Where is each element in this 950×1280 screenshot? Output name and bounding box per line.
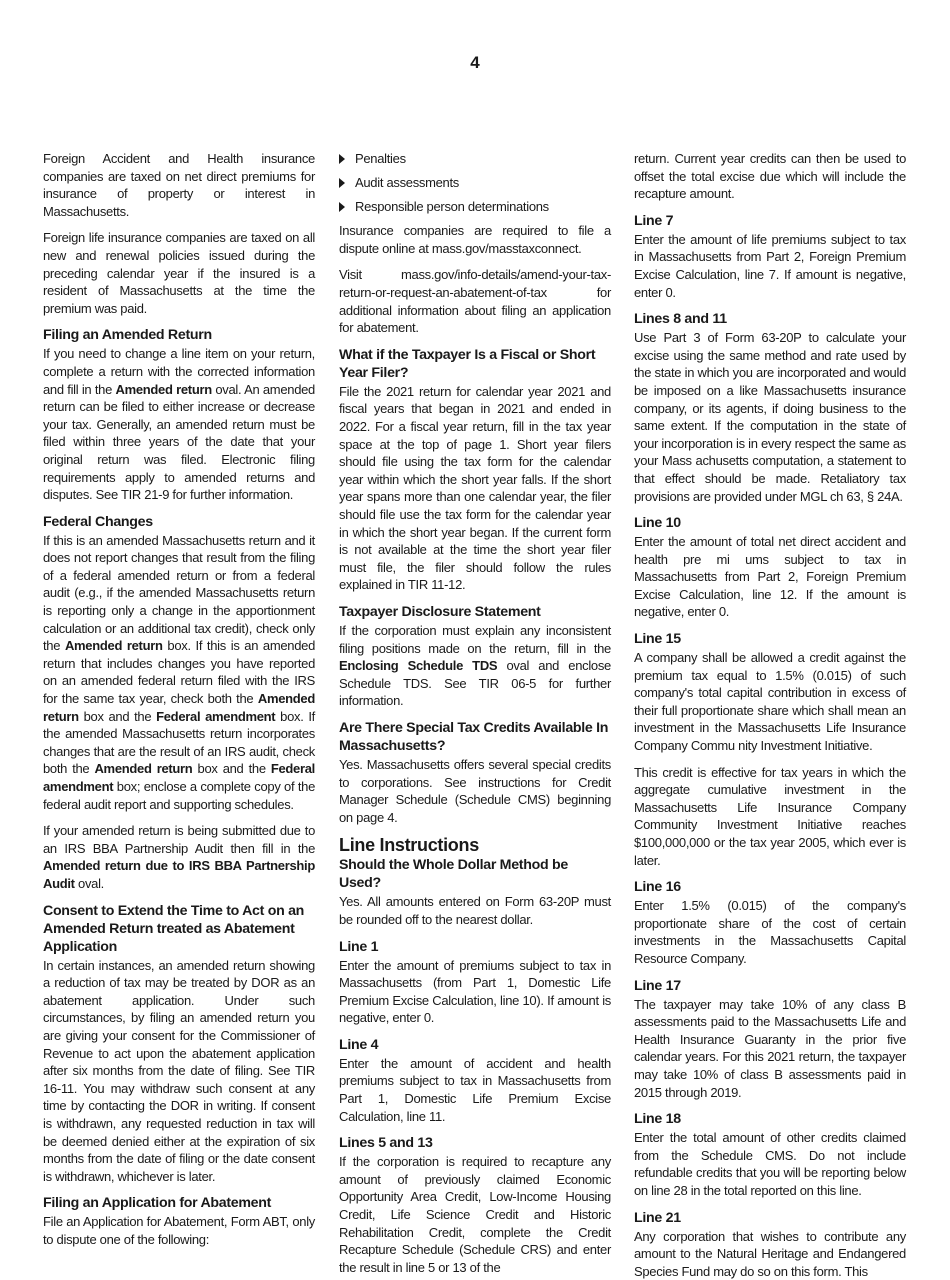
paragraph-disclosure: If the corporation must explain any inconsistent filing positions made on the return, fill in the Enclosing Schedule TDS oval and enclose Schedule TDS. See TIR 06-5 for further information.: [339, 622, 611, 710]
paragraph-special-credits: Yes. Massachusetts offers several special credits to corporations. See instructions for Credit Manager Schedule (Schedule CMS) beginning on page 4.: [339, 756, 611, 826]
heading-abatement: Filing an Application for Abatement: [43, 1194, 315, 1212]
heading-line-16: Line 16: [634, 878, 906, 896]
paragraph-lines-8-11: Use Part 3 of Form 63-20P to calculate your excise using the same method and rate used by the state in which you are incorporated and would be imposed on a like Massachusetts insurance company, or its agents, if doing business to the same extent. If the computation in the state of your incorporation is in every respect the same as your Mass achusetts computation, a statement to that effect should be made. Retaliatory tax provisions are provided under MGL ch 63, § 24A.: [634, 329, 906, 505]
heading-whole-dollar: Should the Whole Dollar Method be Used?: [339, 856, 611, 892]
paragraph-accident-health: Foreign Accident and Health insurance companies are taxed on net direct premiums for insurance of property or interest in Massachusetts.: [43, 150, 315, 220]
paragraph-recapture-continued: return. Current year credits can then be used to offset the total excise due which will include the recapture amount.: [634, 150, 906, 203]
heading-line-instructions: Line Instructions: [339, 835, 611, 856]
list-item: Penalties: [339, 150, 611, 168]
paragraph-line-7: Enter the amount of life premiums subject to tax in Massachusetts from Part 2, Foreign Premium Excise Calculation, line 7. If amount is negative, enter 0.: [634, 231, 906, 301]
page-number: 4: [0, 53, 950, 73]
paragraph-consent-extend: In certain instances, an amended return showing a reduction of tax may be treated by DOR as an abatement application. Under such circumstances, by filing an amended return you are giving your consent for the Commissioner of Revenue to act upon the abatement application after six months from the date of filing. See TIR 16-11. You may withdraw such consent at any time by contacting the DOR in writing. If consent is withdrawn, any requested reduction in tax will be deemed denied either at the expiration of six months from the date of filing or the date consent is withdrawn, whichever is later.: [43, 957, 315, 1186]
paragraph-visit-link: Visit mass.gov/info-details/amend-your-tax-return-or-request-an-abatement-of-tax for additional information about filing an application for abatement.: [339, 266, 611, 336]
heading-line-10: Line 10: [634, 514, 906, 532]
heading-line-18: Line 18: [634, 1110, 906, 1128]
paragraph-line-10: Enter the amount of total net direct accident and health pre mi ums subject to tax in Massachusetts from Part 2, Foreign Premium Excise Calculation, line 12. If the amount is negative, enter 0.: [634, 533, 906, 621]
heading-line-17: Line 17: [634, 977, 906, 995]
heading-line-7: Line 7: [634, 212, 906, 230]
paragraph-fiscal-year: File the 2021 return for calendar year 2021 and fiscal years that began in 2021 and ended in 2022. For a fiscal year return, fill in the tax year space at the top of page 1. Short year filers should file using the tax form for the calendar year within which the short year falls. If the short year spans more than one calendar year, the filer should file use the tax form for the calendar year in which the short year began. If the current form is not available at the time the short year filer must file, the filer should follow the rules explained in TIR 11-12.: [339, 383, 611, 594]
paragraph-amended-return: If you need to change a line item on your return, complete a return with the corrected information and fill in the Amended return oval. An amended return can be filed to either increase or decrease your tax. Generally, an amended return must be filed within three years of the date that your original return was filed. Electronic filing requirements apply to amended returns and disputes. See TIR 21-9 for further information.: [43, 345, 315, 503]
paragraph-bba-audit: If your amended return is being submitted due to an IRS BBA Partnership Audit then fill in the Amended return due to IRS BBA Partnership Audit oval.: [43, 822, 315, 892]
paragraph-line-18: Enter the total amount of other credits claimed from the Schedule CMS. Do not include refundable credits that you will be reporting below on line 28 in the total reported on this line.: [634, 1129, 906, 1199]
heading-lines-8-11: Lines 8 and 11: [634, 310, 906, 328]
paragraph-abatement: File an Application for Abatement, Form ABT, only to dispute one of the following:: [43, 1213, 315, 1248]
paragraph-federal-changes: If this is an amended Massachusetts return and it does not report changes that result from the filing of a federal amended return or from a federal audit (e.g., if the amended Massachusetts return is reporting only a change in the apportionment calculation or an additional tax credit), check only the Amended return box. If this is an amended return that includes changes you have reported on an amended federal return filed with the IRS for the same tax year, check both the Amended return box and the Federal amendment box. If the amended Massachusetts return incorporates changes that are the result of an IRS audit, check both the Amended return box and the Federal amendment box; enclose a complete copy of the federal audit report and supporting schedules.: [43, 532, 315, 814]
paragraph-life-insurance: Foreign life insurance companies are taxed on all new and renewal policies issued during the preceding calendar year if the insured is a resident of Massachusetts at the time the premium was paid.: [43, 229, 315, 317]
paragraph-line-4: Enter the amount of accident and health premiums subject to tax in Massachusetts from Part 1, Domestic Life Premium Excise Calculation, line 11.: [339, 1055, 611, 1125]
paragraph-lines-5-13: If the corporation is required to recapture any amount of previously claimed Economic Opportunity Area Credit, Low-Income Housing Credit, Life Science Credit and Historic Rehabilitation Credit, complete the Credit Recapture Schedule (Schedule CRS) and enter the result in line 5 or 13 of the: [339, 1153, 611, 1276]
column-middle: [339, 150, 611, 1276]
heading-amended-return: Filing an Amended Return: [43, 326, 315, 344]
paragraph-line-15: A company shall be allowed a credit against the premium tax equal to 1.5% (0.015) of such company's total capital contribution in excess of their full proportionate share which shall mean an investment in the Massachusetts Life Insurance Company Commu nity Investment Initiative.: [634, 649, 906, 755]
paragraph-line-16: Enter 1.5% (0.015) of the company's proportionate share of the cost of certain investments in the Massachusetts Capital Resource Company.: [634, 897, 906, 967]
heading-line-1: Line 1: [339, 938, 611, 956]
paragraph-line-21: Any corporation that wishes to contribute any amount to the Natural Heritage and Endangered Species Fund may do so on this form. This: [634, 1228, 906, 1280]
heading-consent-extend: Consent to Extend the Time to Act on an Amended Return treated as Abatement Application: [43, 902, 315, 956]
column-right: [634, 150, 906, 1280]
column-left: [43, 150, 315, 1257]
paragraph-line-1: Enter the amount of premiums subject to tax in Massachusetts (from Part 1, Domestic Life Premium Excise Calculation, line 10). If amount is negative, enter 0.: [339, 957, 611, 1027]
bullet-triangle-icon: [339, 154, 345, 164]
bullet-triangle-icon: [339, 178, 345, 188]
heading-line-21: Line 21: [634, 1209, 906, 1227]
heading-federal-changes: Federal Changes: [43, 513, 315, 531]
paragraph-whole-dollar: Yes. All amounts entered on Form 63-20P must be rounded off to the nearest dollar.: [339, 893, 611, 928]
heading-fiscal-year: What if the Taxpayer Is a Fiscal or Short Year Filer?: [339, 346, 611, 382]
heading-disclosure: Taxpayer Disclosure Statement: [339, 603, 611, 621]
paragraph-line-17: The taxpayer may take 10% of any class B assessments paid to the Massachusetts Life and Health Insurance Guaranty in the prior five calendar years. For this 2021 return, the taxpayer may take 10% of class B assessments paid in 2015 through 2019.: [634, 996, 906, 1102]
bullet-triangle-icon: [339, 202, 345, 212]
heading-special-credits: Are There Special Tax Credits Available In Massachusetts?: [339, 719, 611, 755]
heading-line-4: Line 4: [339, 1036, 611, 1054]
dispute-bullet-list: [339, 150, 611, 216]
heading-lines-5-13: Lines 5 and 13: [339, 1134, 611, 1152]
paragraph-dispute-online: Insurance companies are required to file a dispute online at mass.gov/masstaxconnect.: [339, 222, 611, 257]
list-item: Responsible person determinations: [339, 198, 611, 216]
list-item: Audit assessments: [339, 174, 611, 192]
heading-line-15: Line 15: [634, 630, 906, 648]
paragraph-line-15-effective: This credit is effective for tax years in which the aggregate cumulative investment in the Massachusetts Life Insurance Company Community Investment Initiative reaches $100,000,000 or the tax year 2005, which ever is later.: [634, 764, 906, 870]
